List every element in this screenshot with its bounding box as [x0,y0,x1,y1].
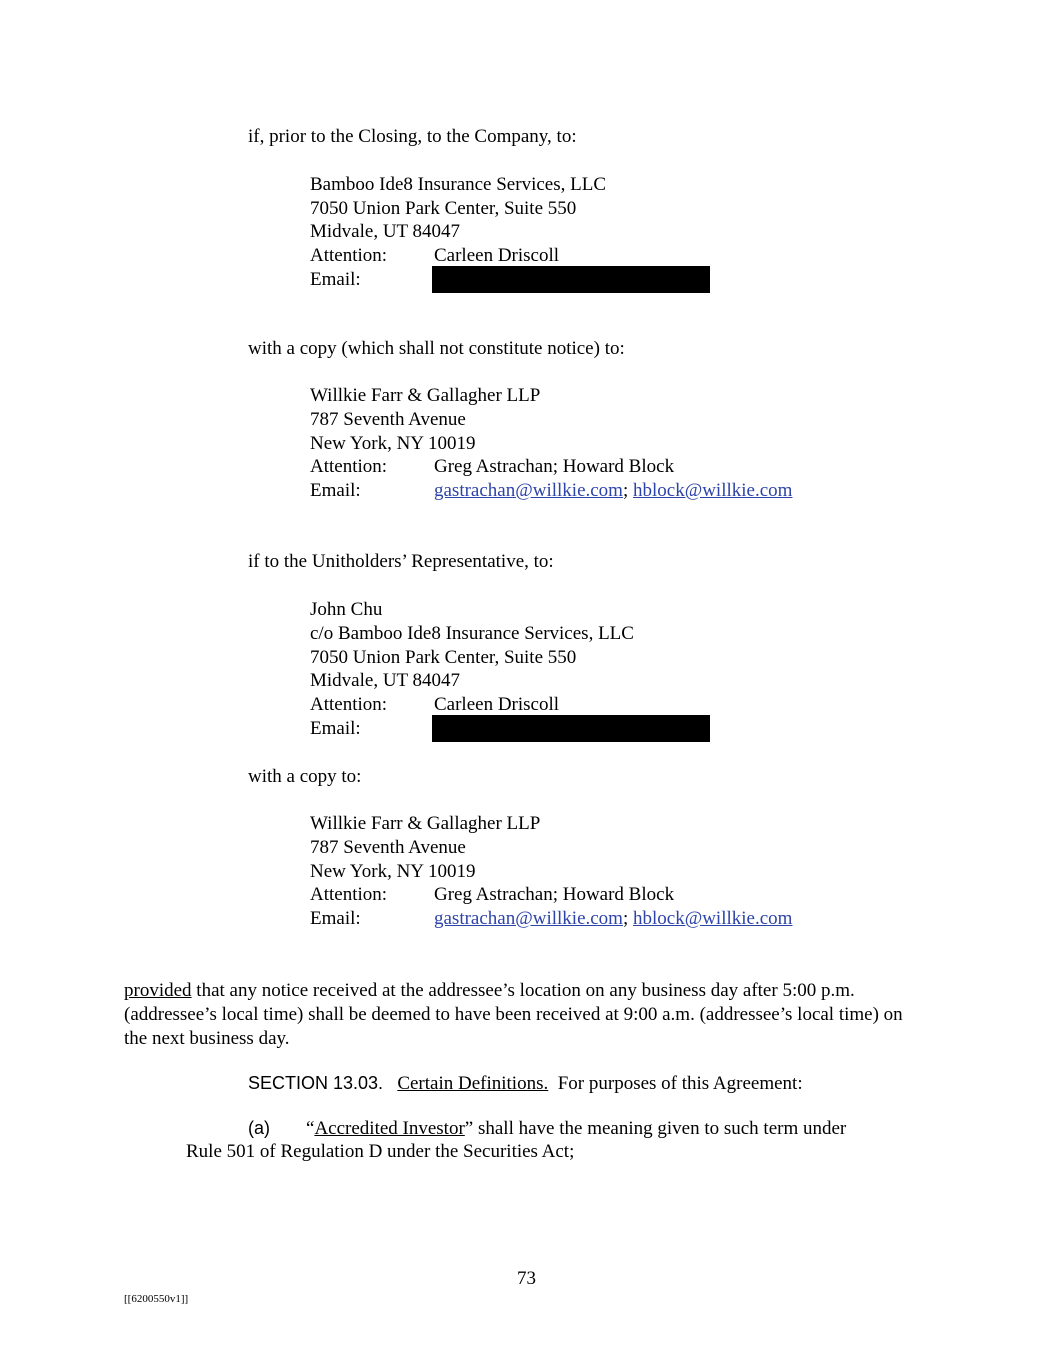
rep-name: John Chu [310,599,383,620]
company-copy-intro: with a copy (which shall not constitute notice) to: [248,338,625,359]
document-id-footer: [[6200550v1]] [124,1293,189,1305]
rep-email-label: Email: [310,718,361,739]
section-heading [248,1071,803,1096]
company-email-label: Email: [310,269,361,290]
company-copy-email-values [434,479,792,503]
rep-copy-address-line1: 787 Seventh Avenue [310,837,466,858]
rep-copy-firm-name: Willkie Farr & Gallagher LLP [310,813,541,834]
definition-a-marker: (a) [248,1118,270,1138]
definition-a-line1-rest: ” shall have the meaning given to such term under [464,1118,847,1139]
rep-copy-address-line2: New York, NY 10019 [310,861,476,882]
proviso-paragraph [124,979,929,1051]
company-copy-email-label: Email: [310,480,361,501]
definition-a-line1 [248,1116,846,1141]
company-name: Bamboo Ide8 Insurance Services, LLC [310,174,606,195]
rep-attention-value: Carleen Driscoll [434,694,560,715]
company-copy-attention-value: Greg Astrachan; Howard Block [434,456,675,477]
company-copy-attention-label: Attention: [310,456,388,477]
proviso-lead: provided [124,980,192,1001]
section-text: For purposes of this Agreement: [557,1073,803,1094]
company-copy-address-line2: New York, NY 10019 [310,433,476,454]
rep-copy-attention-label: Attention: [310,884,388,905]
email-link-hblock[interactable]: hblock@willkie.com [633,908,793,929]
rep-copy-email-label: Email: [310,908,361,929]
rep-copy-intro: with a copy to: [248,766,362,787]
section-title: Certain Definitions. [397,1073,549,1094]
company-address-line2: Midvale, UT 84047 [310,221,461,242]
definition-a-term: Accredited Investor [314,1118,465,1139]
definition-a-line2: Rule 501 of Regulation D under the Securities Act; [186,1141,575,1162]
rep-copy-attention-value: Greg Astrachan; Howard Block [434,884,675,905]
company-notice-intro: if, prior to the Closing, to the Company, to: [248,126,577,147]
email-link-gastrachan[interactable]: gastrachan@willkie.com [434,908,623,929]
definition-a-open-quote: “ [306,1118,315,1139]
rep-care-of: c/o Bamboo Ide8 Insurance Services, LLC [310,623,634,644]
rep-copy-email-values [434,907,792,931]
email-link-gastrachan[interactable]: gastrachan@willkie.com [434,480,623,501]
email-link-hblock[interactable]: hblock@willkie.com [633,480,793,501]
rep-address-line1: 7050 Union Park Center, Suite 550 [310,647,577,668]
company-copy-firm-name: Willkie Farr & Gallagher LLP [310,385,541,406]
section-number: SECTION 13.03. [248,1073,384,1093]
page-number: 73 [517,1268,536,1289]
company-copy-address-line1: 787 Seventh Avenue [310,409,466,430]
company-attention-value: Carleen Driscoll [434,245,560,266]
company-address-line1: 7050 Union Park Center, Suite 550 [310,198,577,219]
email-separator: ; [622,908,629,929]
rep-address-line2: Midvale, UT 84047 [310,670,461,691]
email-separator: ; [622,480,629,501]
rep-email-redaction [432,715,710,742]
rep-notice-intro: if to the Unitholders’ Representative, to: [248,551,554,572]
rep-attention-label: Attention: [310,694,388,715]
company-attention-label: Attention: [310,245,388,266]
company-email-redaction [432,266,710,293]
proviso-text: that any notice received at the addressee’s location on any business day after 5:00 p.m. (addressee’s local time) shall be deemed to have been received at 9:00 a.m. (addressee’s local time) on the next business day. [124,980,903,1049]
